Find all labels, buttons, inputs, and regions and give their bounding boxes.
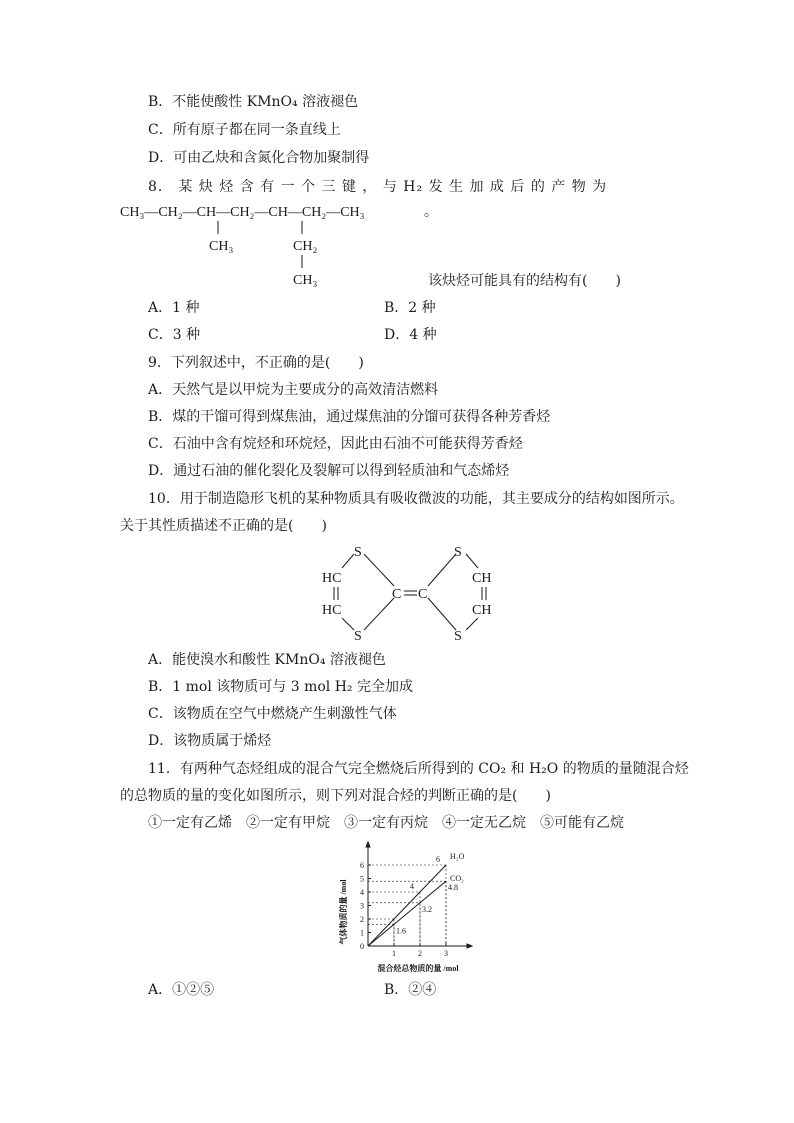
q9-option-d: D．通过石油的催化裂化及裂解可以得到轻质油和气态烯烃	[148, 463, 510, 479]
q10-option-b: B．1 mol 该物质可与 3 mol H₂ 完全加成	[148, 679, 413, 695]
q10-option-c: C．该物质在空气中燃烧产生刺激性气体	[148, 706, 397, 722]
q10-option-d: D．该物质属于烯烃	[148, 733, 272, 749]
data-label: 4.8	[448, 883, 458, 893]
y-axis-arrow	[366, 842, 370, 847]
s-atom-bottom-right: S	[454, 629, 462, 644]
q8-structural-formula	[118, 196, 438, 288]
x-tick-label: 2	[418, 949, 422, 958]
x-tick-label: 3	[444, 949, 448, 958]
series-line-co2	[368, 881, 446, 946]
data-label: 3.2	[422, 904, 432, 914]
q7-option-c: C．所有原子都在同一条直线上	[148, 122, 341, 138]
q11-option-a: A．①②⑤	[148, 982, 215, 998]
hc-top-left: HC	[322, 571, 342, 586]
q8-branch-ch3-end: CH₃	[293, 273, 318, 288]
data-label: 4	[410, 882, 414, 891]
q11-option-b: B．②④	[384, 982, 437, 998]
q11-stem-line2: 的总物质的量的变化如图所示，则下列对混合烃的判断正确的是( )	[120, 788, 551, 804]
q7-option-d: D．可由乙炔和含氮化合物加聚制得	[148, 150, 370, 166]
q8-formula-main: CH₃—CH₂—CH—CH₂—CH—CH₂—CH₃	[120, 205, 365, 220]
q9-option-b: B．煤的干馏可得到煤焦油，通过煤焦油的分馏可获得各种芳香烃	[148, 409, 551, 425]
q8-stem: 8． 某 炔 烃 含 有 一 个 三 键 ， 与 H₂ 发 生 加 成 后 的 产 物 为	[148, 179, 608, 195]
q8-option-d: D．4 种	[384, 327, 437, 343]
hc-bottom-left: HC	[322, 603, 342, 618]
y-tick-label: 3	[360, 901, 364, 911]
q10-structure-diagram	[316, 538, 506, 646]
y-axis-label: 气体物质的量 /mol	[339, 879, 348, 945]
q11-choice-list: ①一定有乙烯 ②一定有甲烷 ③一定有丙烷 ④一定无乙烷 ⑤可能有乙烷	[148, 815, 624, 831]
s-atom-bottom-left: S	[354, 629, 362, 644]
q8-branch-ch3: CH₃	[209, 239, 234, 254]
s-atom-top-right: S	[454, 545, 462, 560]
data-label: 6	[436, 855, 440, 864]
series-name-label: CO₂	[450, 874, 464, 884]
y-tick-label: 0	[360, 942, 364, 951]
q9-stem: 9．下列叙述中，不正确的是( )	[148, 355, 364, 371]
x-tick-label: 1	[392, 949, 396, 958]
q9-option-a: A．天然气是以甲烷为主要成分的高效清洁燃料	[148, 382, 439, 398]
q11-line-chart	[336, 840, 484, 974]
q8-option-c: C．3 种	[148, 327, 201, 343]
s-atom-top-left: S	[354, 545, 362, 560]
y-tick-label: 1	[360, 928, 364, 938]
q10-option-a: A．能使溴水和酸性 KMnO₄ 溶液褪色	[148, 652, 386, 668]
series-line-h2o	[368, 865, 446, 946]
ch-bottom-right: CH	[472, 603, 492, 618]
q8-stem-tail: 该炔烃可能具有的结构有( )	[428, 273, 621, 289]
c-atom-right: C	[418, 587, 428, 602]
q8-option-a: A．1 种	[148, 300, 200, 316]
x-axis-label: 混合烃总物质的量 /mol	[377, 964, 459, 973]
data-label: 1.6	[396, 926, 406, 936]
q10-stem-line1: 10．用于制造隐形飞机的某种物质具有吸收微波的功能，其主要成分的结构如图所示。	[148, 491, 684, 507]
y-tick-label: 2	[360, 915, 364, 924]
c-atom-left: C	[392, 587, 402, 602]
ch-top-right: CH	[472, 571, 492, 586]
x-axis-arrow	[467, 944, 472, 948]
q7-option-b: B．不能使酸性 KMnO₄ 溶液褪色	[148, 94, 359, 110]
y-tick-label: 6	[360, 861, 364, 870]
y-tick-label: 4	[360, 888, 364, 897]
q8-period: 。	[424, 205, 438, 220]
q10-stem-line2: 关于其性质描述不正确的是( )	[120, 518, 327, 534]
series-name-label: H₂O	[450, 852, 465, 861]
y-tick-label: 5	[360, 874, 364, 884]
q11-stem-line1: 11．有两种气态烃组成的混合气完全燃烧后所得到的 CO₂ 和 H₂O 的物质的量随混合烃	[148, 761, 689, 777]
q8-option-b: B．2 种	[384, 300, 436, 316]
q8-branch-ch2: CH₂	[293, 239, 318, 254]
q9-option-c: C．石油中含有烷烃和环烷烃，因此由石油不可能获得芳香烃	[148, 436, 523, 452]
